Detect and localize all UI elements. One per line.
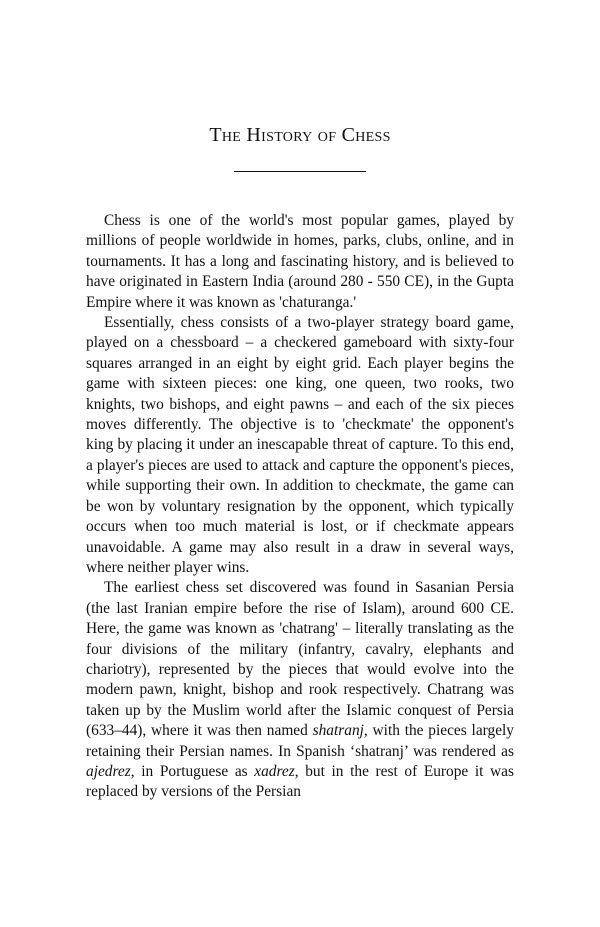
italic-term: shatranj bbox=[312, 722, 364, 740]
text-run: , but in the rest of Europe it was replaced by versions of the Persian bbox=[86, 762, 514, 801]
text-run: , with the pieces largely retaining their Persian names. In Spanish ‘shatranj’ was rendered as bbox=[86, 722, 514, 760]
paragraph-1 bbox=[86, 211, 514, 313]
chapter-title: The History of Chess bbox=[209, 124, 391, 146]
text-run: Chess is one of the world's most popular games, played by millions of people worldwide in homes, parks, clubs, online, and in tournaments. It has a long and fascinating history, and is believed to have originated in Eastern India (around 280 - 550 CE), in the Gupta Empire where it was known as 'chaturanga.' bbox=[86, 212, 514, 311]
body-text bbox=[86, 211, 514, 803]
paragraph-3 bbox=[86, 578, 514, 802]
text-run: , in Portuguese as bbox=[130, 762, 255, 780]
italic-term: xadrez bbox=[254, 762, 295, 780]
italic-term: ajedrez bbox=[86, 762, 131, 780]
paragraph-2 bbox=[86, 313, 514, 578]
text-run: The earliest chess set discovered was found in Sasanian Persia (the last Iranian empire before the rise of Islam), around 600 CE. Here, the game was known as 'chatrang' – literally translating as the four divisions of the military (infantry, cavalry, elephants and chariotry), represented by the pieces that would evolve into the modern pawn, knight, bishop and rook respectively. Chatrang was taken up by the Muslim world after the Islamic conquest of Persia (633–44), where it was then named bbox=[86, 579, 514, 740]
text-run: Essentially, chess consists of a two-player strategy board game, played on a chessboard – a checkered gameboard with sixty-four squares arranged in an eight by eight grid. Each player begins the game with sixteen pieces: one king, one queen, two rooks, two knights, two bishops, and eight pawns – and each of the six pieces moves differently. The objective is to 'checkmate' the opponent's king by placing it under an inescapable threat of capture. To this end, a player's pieces are used to attack and capture the opponent's pieces, while supporting their own. In addition to checkmate, the game can be won by voluntary resignation by the opponent, which typically occurs when too much material is lost, or if checkmate appears unavoidable. A game may also result in a draw in several ways, where neither player wins. bbox=[86, 314, 514, 576]
title-divider bbox=[234, 171, 366, 172]
